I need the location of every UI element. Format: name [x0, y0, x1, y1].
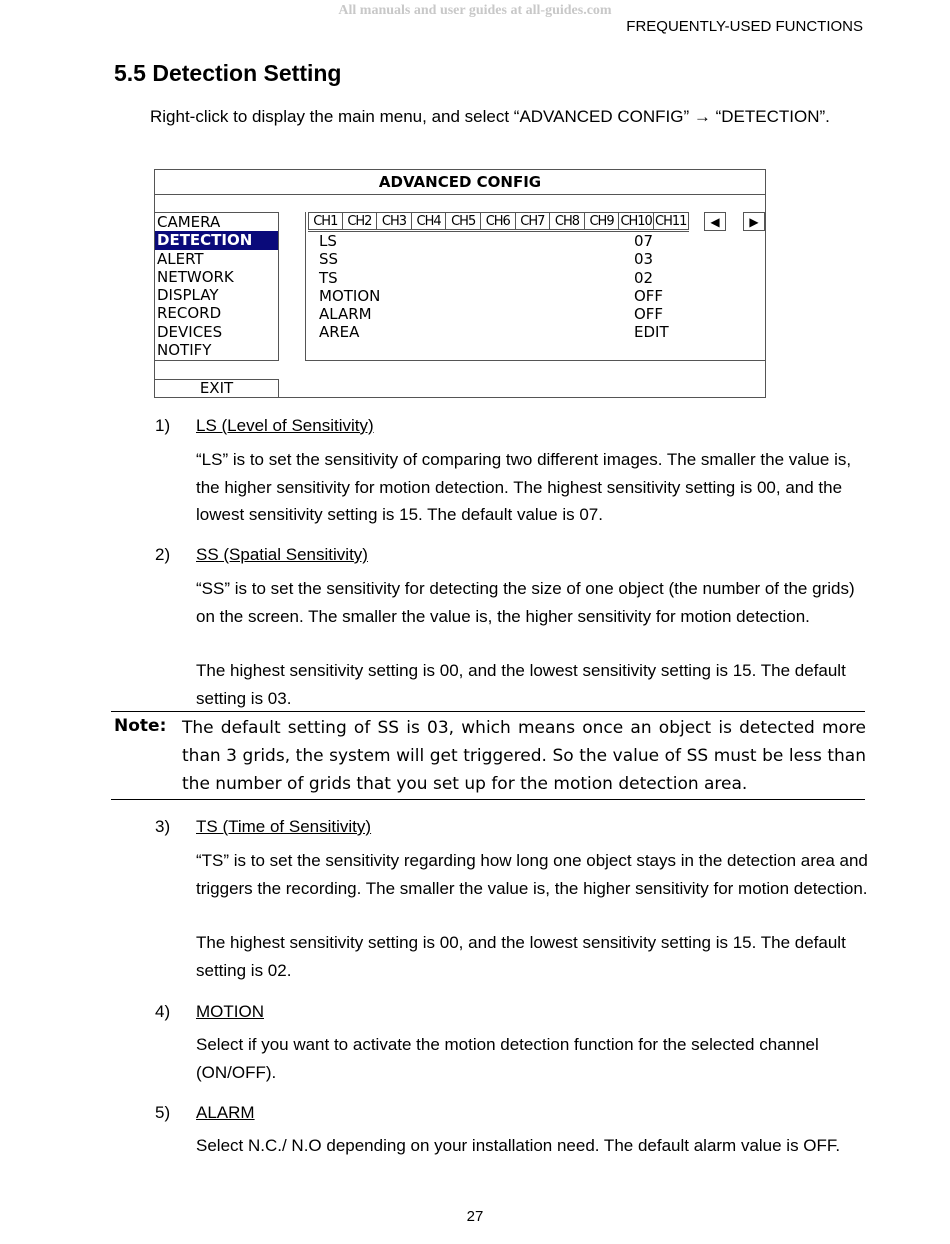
tab-ch6[interactable]: CH6 [481, 212, 516, 230]
setting-label: AREA [319, 323, 360, 342]
menu-item-alert[interactable]: ALERT [157, 249, 204, 268]
item-number: 4) [155, 1002, 171, 1021]
setting-value[interactable]: OFF [634, 305, 664, 324]
menu-list [155, 212, 279, 361]
item-paragraph: Select if you want to activate the motion detection function for the selected channel (ON/OFF). [196, 1035, 819, 1082]
prev-arrow-icon[interactable]: ◀ [704, 212, 726, 231]
item-paragraph: “LS” is to set the sensitivity of comparing two different images. The smaller the value is, the higher sensitivity for motion detection. The highest sensitivity setting is 00, and the lowest sensitivity setting is 15. The default value is 07. [196, 450, 852, 524]
page-number: 27 [466, 1208, 484, 1225]
setting-row-ls[interactable] [319, 232, 759, 250]
note-top-rule [111, 711, 865, 712]
item-heading-ts: TS (Time of Sensitivity) [196, 817, 372, 836]
setting-label: LS [319, 232, 337, 250]
tab-ch9[interactable]: CH9 [585, 212, 620, 230]
menu-item-display[interactable]: DISPLAY [157, 286, 219, 305]
settings-list [319, 232, 759, 342]
setting-value[interactable]: 03 [634, 250, 654, 269]
section-title: 5.5 Detection Setting [114, 60, 342, 86]
menu-item-devices[interactable]: DEVICES [157, 322, 223, 341]
tab-ch1[interactable]: CH1 [308, 212, 343, 230]
item-number: 3) [155, 817, 171, 836]
setting-row-ss[interactable] [319, 250, 759, 268]
setting-row-ts[interactable] [319, 269, 759, 287]
tab-ch11[interactable]: CH11 [654, 212, 689, 230]
exit-button[interactable]: EXIT [155, 379, 279, 397]
item-number: 1) [155, 416, 171, 435]
setting-value[interactable]: 07 [634, 232, 654, 250]
item-heading-ss: SS (Spatial Sensitivity) [196, 545, 368, 564]
item-paragraph: “SS” is to set the sensitivity for detecting the size of one object (the number of the grids) on the screen. The smaller the value is, the higher sensitivity for motion detection. [196, 579, 855, 626]
setting-label: MOTION [319, 286, 381, 305]
channel-tabs [308, 212, 689, 232]
note-label: Note: [114, 716, 167, 736]
item-paragraph: “TS” is to set the sensitivity regarding how long one object stays in the detection area and triggers the recording. The smaller the value is, the higher sensitivity for motion detection. [196, 851, 868, 898]
tab-ch8[interactable]: CH8 [550, 212, 585, 230]
setting-row-area[interactable] [319, 323, 759, 341]
item-paragraph: The highest sensitivity setting is 00, and the lowest sensitivity setting is 15. The default setting is 02. [196, 933, 846, 980]
item-heading-ls: LS (Level of Sensitivity) [196, 416, 374, 435]
setting-row-alarm[interactable] [319, 305, 759, 323]
advanced-config-menu [154, 169, 766, 398]
detection-panel [305, 212, 765, 361]
next-arrow-icon[interactable]: ▶ [743, 212, 765, 231]
menu-title: ADVANCED CONFIG [155, 170, 765, 195]
setting-value[interactable]: EDIT [634, 323, 669, 342]
setting-value[interactable]: 02 [634, 268, 654, 287]
tab-ch4[interactable]: CH4 [412, 212, 447, 230]
tab-ch3[interactable]: CH3 [377, 212, 412, 230]
menu-item-notify[interactable]: NOTIFY [157, 341, 212, 360]
menu-item-record[interactable]: RECORD [157, 304, 222, 323]
tab-ch10[interactable]: CH10 [619, 212, 654, 230]
menu-item-network[interactable]: NETWORK [157, 267, 234, 286]
item-number: 5) [155, 1103, 171, 1122]
tab-ch2[interactable]: CH2 [343, 212, 378, 230]
intro-text: Right-click to display the main menu, and select “ADVANCED CONFIG” → “DETECTION”. [150, 107, 830, 126]
setting-row-motion[interactable] [319, 287, 759, 305]
note-bottom-rule [111, 799, 865, 800]
menu-item-camera[interactable]: CAMERA [157, 213, 221, 231]
item-number: 2) [155, 545, 171, 564]
note-text: The default setting of SS is 03, which means once an object is detected more than 3 grids, the system will get triggered. So the value of SS must be less than the number of grids that you set up for the motion detection area. [182, 718, 866, 794]
tab-ch5[interactable]: CH5 [446, 212, 481, 230]
tab-ch7[interactable]: CH7 [516, 212, 551, 230]
setting-label: TS [319, 268, 338, 287]
setting-label: SS [319, 250, 339, 269]
item-heading-alarm: ALARM [196, 1103, 255, 1122]
item-heading-motion: MOTION [196, 1002, 264, 1021]
menu-item-detection[interactable]: DETECTION [155, 231, 278, 249]
item-paragraph: The highest sensitivity setting is 00, and the lowest sensitivity setting is 15. The default setting is 03. [196, 661, 846, 708]
setting-value[interactable]: OFF [634, 286, 664, 305]
item-paragraph: Select N.C./ N.O depending on your installation need. The default alarm value is OFF. [196, 1136, 841, 1155]
setting-label: ALARM [319, 305, 372, 324]
running-header: FREQUENTLY-USED FUNCTIONS [626, 18, 863, 35]
watermark: All manuals and user guides at all-guides.com [338, 3, 612, 18]
